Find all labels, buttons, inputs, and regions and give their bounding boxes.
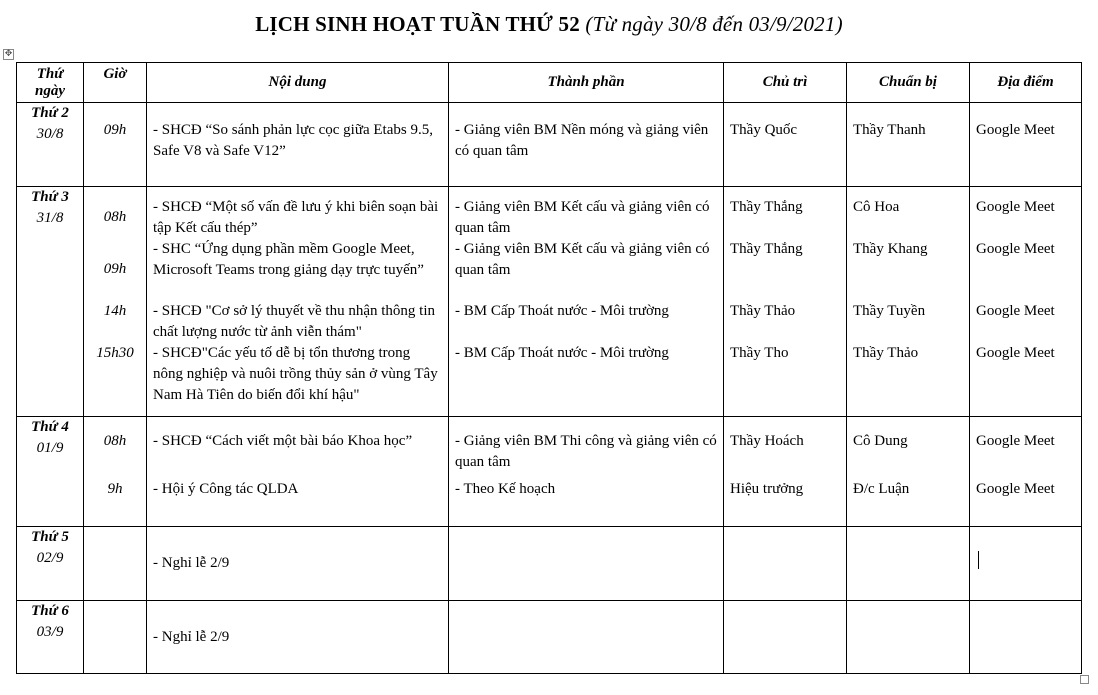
content-text: - SHCĐ “Một số vấn đề lưu ý khi biên soạn bài tập Kết cấu thép”	[153, 199, 439, 237]
prepare-cell	[847, 187, 970, 416]
chair-text: Thầy Thắng	[730, 241, 803, 258]
location-text: Google Meet	[976, 432, 1055, 449]
content-cell	[147, 526, 449, 600]
chair-text: Thầy Hoách	[730, 432, 804, 449]
schedule-table	[16, 62, 1082, 674]
chair-cell	[724, 526, 847, 600]
time-value: 08h	[103, 432, 127, 449]
header-time: Giờ	[84, 63, 147, 103]
content-text: - SHCĐ"Các yếu tố dễ bị tổn thương trong nông nghiệp và nuôi trồng thủy sản ở vùng Tây Nam Hà Tiên do biến đổi khí hậu"	[153, 345, 438, 404]
day-cell	[17, 526, 84, 600]
content-text: - Nghỉ lễ 2/9	[153, 628, 230, 645]
chair-text: Thầy Quốc	[730, 122, 798, 139]
day-date: 02/9	[36, 549, 64, 566]
chair-text: Thầy Thắng	[730, 199, 803, 216]
location-cell	[970, 416, 1082, 526]
day-cell	[17, 600, 84, 673]
resize-handle-icon[interactable]	[1080, 675, 1089, 684]
location-cell	[970, 103, 1082, 187]
table-row	[17, 103, 1082, 187]
chair-text: Thầy Thảo	[730, 303, 796, 320]
participants-text: - Giảng viên BM Nền móng và giảng viên có quan tâm	[455, 122, 709, 160]
location-text: Google Meet	[976, 480, 1055, 497]
participants-cell	[449, 416, 724, 526]
prepare-cell	[847, 416, 970, 526]
move-handle-icon[interactable]: ✥	[4, 49, 13, 59]
content-text: - SHCĐ “Cách viết một bài báo Khoa học”	[153, 432, 413, 449]
chair-cell	[724, 600, 847, 673]
prepare-cell	[847, 103, 970, 187]
prepare-text: Thầy Thanh	[853, 122, 926, 139]
location-cell	[970, 600, 1082, 673]
participants-text: - Giảng viên BM Thi công và giảng viên có quan tâm	[455, 432, 717, 470]
prepare-cell	[847, 600, 970, 673]
header-prepare: Chuẩn bị	[847, 63, 970, 103]
content-cell	[147, 103, 449, 187]
header-row	[17, 63, 1082, 103]
table-row	[17, 600, 1082, 673]
participants-text: - Giảng viên BM Kết cấu và giảng viên có quan tâm	[455, 199, 710, 237]
chair-text: Hiệu trưởng	[730, 480, 804, 497]
day-date: 03/9	[36, 623, 64, 640]
participants-text: - BM Cấp Thoát nước - Môi trường	[455, 345, 669, 362]
table-row	[17, 526, 1082, 600]
header-day-line1: Thứ	[36, 65, 64, 82]
time-cell	[84, 526, 147, 600]
day-name: Thứ 2	[31, 105, 69, 122]
header-day-line2: ngày	[35, 82, 65, 99]
day-name: Thứ 6	[31, 602, 69, 619]
time-value: 14h	[103, 303, 127, 320]
participants-text: - Theo Kế hoạch	[455, 480, 556, 497]
content-text: - Nghỉ lễ 2/9	[153, 554, 230, 571]
location-text: Google Meet	[976, 199, 1055, 216]
time-cell	[84, 416, 147, 526]
participants-cell	[449, 187, 724, 416]
day-name: Thứ 5	[31, 528, 69, 545]
prepare-text: Thầy Tuyền	[853, 303, 926, 320]
participants-cell	[449, 600, 724, 673]
time-value: 15h30	[96, 345, 134, 362]
header-location: Địa điểm	[970, 63, 1082, 103]
header-day	[17, 63, 84, 103]
prepare-text: Thầy Khang	[853, 241, 928, 258]
header-participants: Thành phần	[449, 63, 724, 103]
location-text: Google Meet	[976, 303, 1055, 320]
table-row	[17, 416, 1082, 526]
content-text: - SHCĐ “So sánh phản lực cọc giữa Etabs 9.5, Safe V8 và Safe V12”	[153, 122, 433, 160]
time-value: 08h	[103, 209, 127, 226]
content-text: - SHCĐ "Cơ sở lý thuyết về thu nhận thông tin chất lượng nước từ ảnh viễn thám"	[153, 303, 435, 341]
time-value: 9h	[107, 480, 123, 497]
location-text: Google Meet	[976, 241, 1055, 258]
content-text: - Hội ý Công tác QLDA	[153, 480, 299, 497]
time-value: 09h	[103, 261, 127, 278]
location-text: Google Meet	[976, 122, 1055, 139]
day-date: 30/8	[36, 126, 64, 143]
prepare-cell	[847, 526, 970, 600]
location-cell	[970, 187, 1082, 416]
time-cell	[84, 187, 147, 416]
participants-cell	[449, 526, 724, 600]
participants-text: - Giảng viên BM Kết cấu và giảng viên có quan tâm	[455, 241, 710, 279]
chair-cell	[724, 187, 847, 416]
prepare-text: Đ/c Luận	[853, 480, 910, 497]
day-cell	[17, 103, 84, 187]
day-name: Thứ 4	[31, 418, 69, 435]
title-sub: (Từ ngày 30/8 đến 03/9/2021)	[585, 12, 843, 36]
content-cell	[147, 187, 449, 416]
time-cell	[84, 600, 147, 673]
content-cell	[147, 600, 449, 673]
table-row	[17, 187, 1082, 416]
text-cursor	[978, 551, 979, 569]
day-cell	[17, 187, 84, 416]
time-value: 09h	[103, 122, 127, 139]
day-date: 01/9	[36, 439, 64, 456]
day-cell	[17, 416, 84, 526]
prepare-text: Cô Hoa	[853, 199, 900, 216]
location-text: Google Meet	[976, 345, 1055, 362]
header-content: Nội dung	[147, 63, 449, 103]
participants-cell	[449, 103, 724, 187]
content-text: - SHC “Ứng dụng phần mềm Google Meet, Microsoft Teams trong giảng dạy trực tuyến”	[153, 241, 424, 279]
header-chair: Chủ trì	[724, 63, 847, 103]
content-cell	[147, 416, 449, 526]
chair-cell	[724, 103, 847, 187]
prepare-text: Thầy Thảo	[853, 345, 919, 362]
time-cell	[84, 103, 147, 187]
title-main: LỊCH SINH HOẠT TUẦN THỨ 52	[255, 12, 580, 36]
chair-cell	[724, 416, 847, 526]
participants-text: - BM Cấp Thoát nước - Môi trường	[455, 303, 669, 320]
prepare-text: Cô Dung	[853, 432, 908, 449]
day-date: 31/8	[36, 210, 64, 227]
location-cell[interactable]	[970, 526, 1082, 600]
day-name: Thứ 3	[31, 189, 69, 206]
page-title	[0, 12, 1098, 37]
chair-text: Thầy Tho	[730, 345, 789, 362]
